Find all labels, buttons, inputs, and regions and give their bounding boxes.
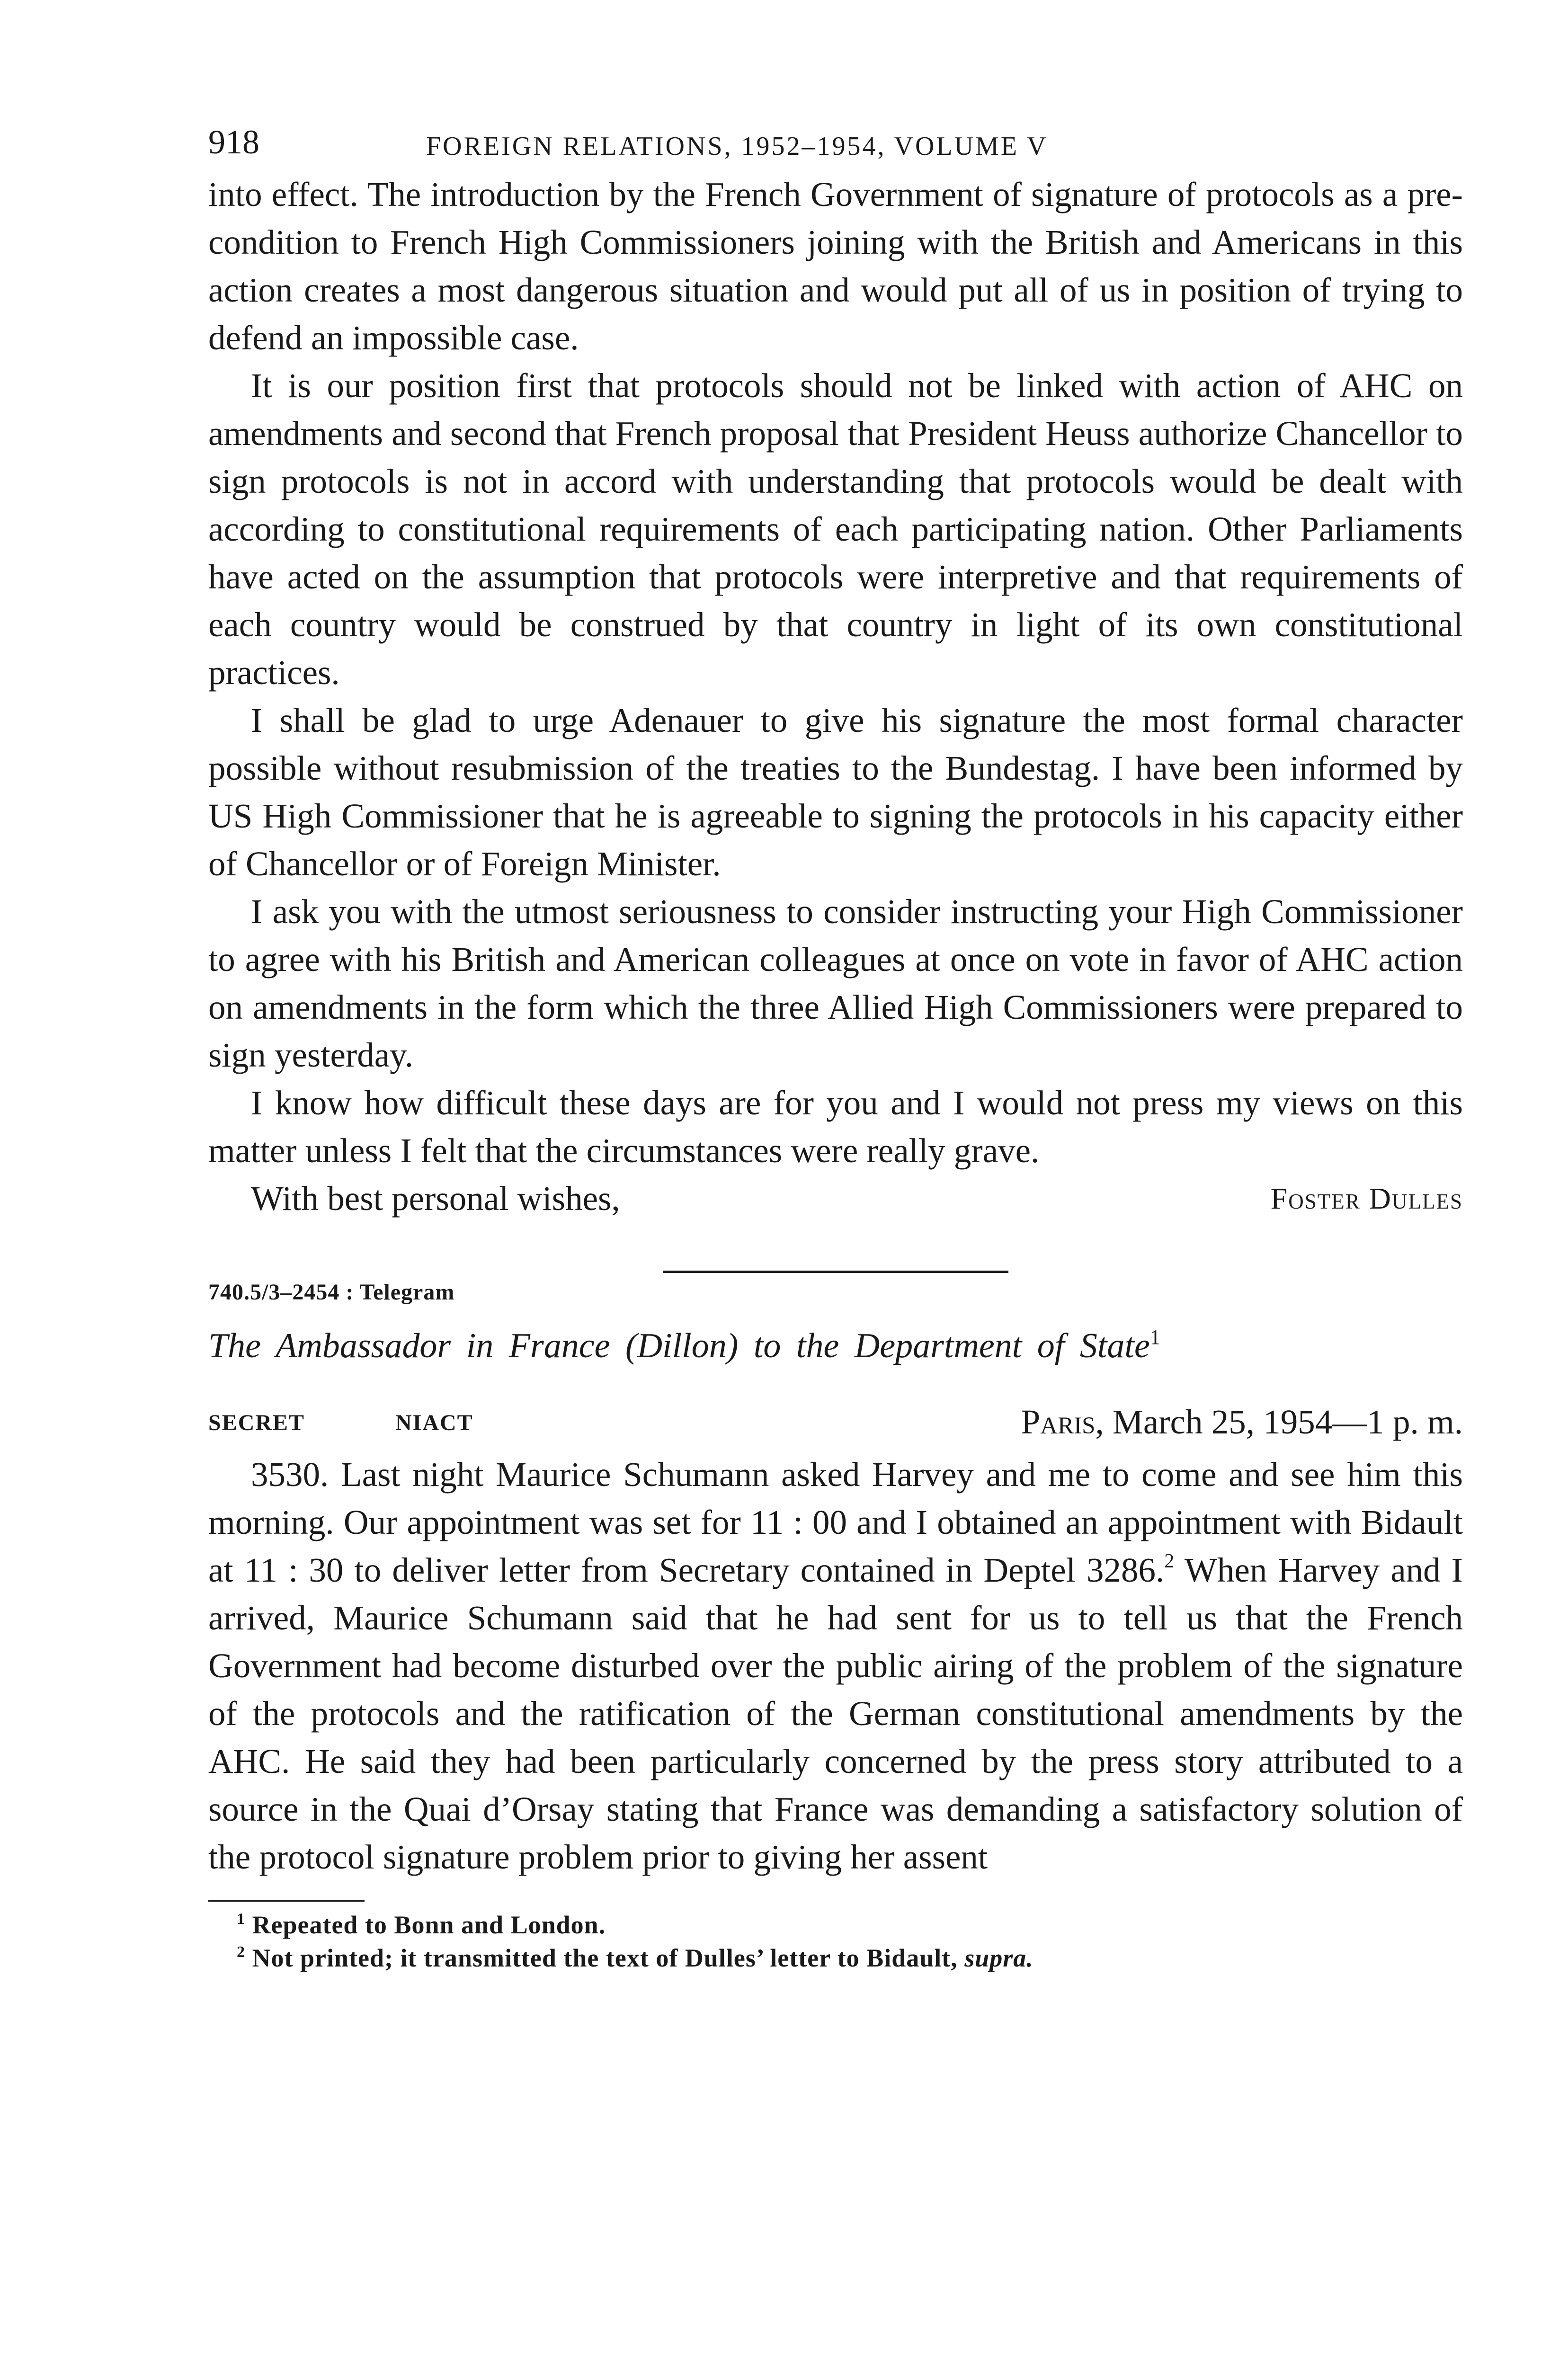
date-time: , March 25, 1954—1 p. m. <box>1095 1403 1463 1441</box>
running-title: FOREIGN RELATIONS, 1952–1954, VOLUME V <box>426 132 1048 161</box>
footnote-marker: 1 <box>237 1910 245 1928</box>
file-reference: 740.5/3–2454 : Telegram <box>208 1280 455 1305</box>
letter-paragraph: It is our position first that protocols should not be linked with action of AHC on amendments and second that French proposal that President Heuss authorize Chancellor to sign protocols is not in accord with understanding that protocols would be dealt with according to constitutional requirements of each participating nation. Other Parliaments have acted on the assumption that protocols were interpretive and that requirements of each country would be construed by that country in light of its own constitutional practices. <box>208 366 1463 692</box>
page-number: 918 <box>208 123 259 161</box>
document-heading <box>208 1311 1463 1372</box>
telegram-paragraph <box>208 1450 1463 1881</box>
place-date <box>1021 1398 1463 1446</box>
precedence-label: NIACT <box>395 1410 473 1435</box>
telegram-text-part: When Harvey and I arrived, Maurice Schumann said that he had sent for us to tell us that the French Government had become disturbed over the public airing of the problem of the signature of the protocols and the ratification of the German constitutional amendments by the AHC. He said they had been particularly concerned by the press story attributed to a source in the Quai d’Orsay stating that France was demanding a satisfactory solution of the protocol signature problem prior to giving her assent <box>208 1551 1463 1876</box>
closing-line <box>208 1175 1463 1222</box>
letter-paragraph: I ask you with the utmost seriousness to consider instructing your High Commissioner to agree with his British and American colleagues at once on vote in favor of AHC action on amendments in the form which the three Allied High Commissioners were prepared to sign yesterday. <box>208 892 1463 1074</box>
document-heading-text: The Ambassador in France (Dillon) to the Department of State <box>208 1326 1150 1365</box>
document-page <box>208 118 1463 1975</box>
signature: Foster Dulles <box>1270 1182 1463 1215</box>
section-divider <box>663 1271 1008 1273</box>
footnote-divider <box>208 1900 365 1902</box>
dateline <box>208 1398 1463 1450</box>
footnote-ref: 1 <box>1149 1326 1160 1349</box>
footnote-marker: 2 <box>237 1943 245 1961</box>
footnote-ref: 2 <box>1164 1550 1175 1572</box>
letter-paragraph: I shall be glad to urge Adenauer to give his signature the most formal character possible without resubmission of the treaties to the Bundestag. I have been informed by US High Commissioner that he is agreeable to signing the protocols in his capacity either of Chancellor or of Foreign Minister. <box>208 701 1463 883</box>
running-head <box>208 118 1463 170</box>
footnote-text: Not printed; it transmitted the text of Dulles’ letter to Bidault, <box>252 1944 965 1972</box>
classification-label: SECRET <box>208 1410 305 1435</box>
letter-paragraph: into effect. The introduction by the French Government of signature of protocols as a pre-condition to French High Commissioners joining with the British and Americans in this action creates a most dangerous situation and would put all of us in position of trying to defend an impossible case. <box>208 175 1463 357</box>
telegram-text-part: 3530. Last night Maurice Schumann asked Harvey and me to come and see him this morning. Our appointment was set for 11 : 00 and I obtained an appointment with Bidault at 11 : 30 to deliver letter from Secretary contained in Deptel 3286. <box>208 1455 1463 1589</box>
closing-text: With best personal wishes, <box>251 1179 620 1218</box>
file-reference-row <box>208 1266 1463 1311</box>
footnote-text-italic: supra. <box>964 1944 1033 1972</box>
place: Paris <box>1021 1403 1096 1441</box>
letter-paragraph: I know how difficult these days are for you and I would not press my views on this matter unless I felt that the circumstances were really grave. <box>208 1084 1463 1170</box>
footnote-text: Repeated to Bonn and London. <box>252 1911 606 1939</box>
footnote <box>208 1908 1463 1941</box>
footnote <box>208 1941 1463 1975</box>
